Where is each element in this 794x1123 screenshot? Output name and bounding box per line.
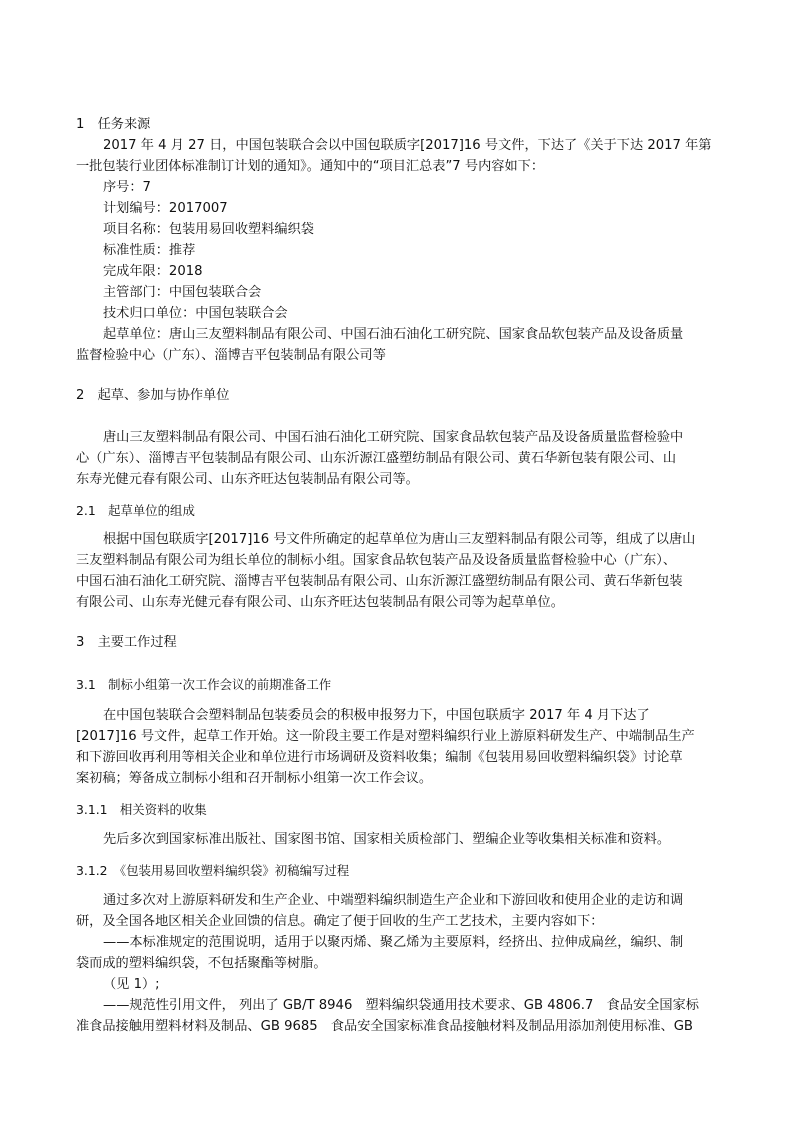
paragraph-line: 在中国包装联合会塑料制品包装委员会的积极申报努力下，中国包联质字 2017 年 4 月下达了 xyxy=(103,708,650,723)
paragraph-line: 根据中国包联质字[2017]16 号文件所确定的起草单位为唐山三友塑料制品有限公司等，组成了以唐山 xyxy=(103,532,696,547)
list-item: 序号：7 xyxy=(103,180,151,195)
section-3-heading: 3 主要工作过程 xyxy=(76,635,177,650)
paragraph-line: （见 1）; xyxy=(103,977,160,992)
paragraph-line: 三友塑料制品有限公司为组长单位的制标小组。国家食品软包装产品及设备质量监督检验中心（广东）、 xyxy=(76,553,677,568)
section-1-heading: 1 任务来源 xyxy=(76,117,151,132)
paragraph-line: ——规范性引用文件， 列出了 GB/T 8946 塑料编织袋通用技术要求、GB 4806.7 食品安全国家标 xyxy=(103,998,699,1013)
section-3-1-2-heading: 3.1.2 《包装用易回收塑料编织袋》初稿编写过程 xyxy=(76,863,350,878)
paragraph-line: 先后多次到国家标准出版社、国家图书馆、国家相关质检部门、塑编企业等收集相关标准和资料。 xyxy=(103,832,671,847)
paragraph-line: [2017]16 号文件，起草工作开始。这一阶段主要工作是对塑料编织行业上游原料研发生产、中端制品生产 xyxy=(76,729,695,744)
section-2-1-heading: 2.1 起草单位的组成 xyxy=(76,503,195,518)
paragraph-line: 通过多次对上游原料研发和生产企业、中端塑料编织制造生产企业和下游回收和使用企业的走访和调 xyxy=(103,893,684,908)
paragraph-line: 研，及全国各地区相关企业回馈的信息。确定了便于回收的生产工艺技术，主要内容如下： xyxy=(76,914,604,929)
section-3-1-heading: 3.1 制标小组第一次工作会议的前期准备工作 xyxy=(76,677,332,692)
list-item: 主管部门：中国包装联合会 xyxy=(103,285,262,300)
paragraph-line: 袋而成的塑料编织袋，不包括聚酯等树脂。 xyxy=(76,956,327,971)
paragraph-line: 2017 年 4 月 27 日，中国包装联合会以中国包联质字[2017]16 号文件，下达了《关于下达 2017 年第 xyxy=(103,138,712,153)
paragraph-line: 案初稿；筹备成立制标小组和召开制标小组第一次工作会议。 xyxy=(76,771,433,786)
paragraph-line: 心（广东）、淄博吉平包装制品有限公司、山东沂源江盛塑纺制品有限公司、黄石华新包装有限公司、山 xyxy=(76,451,677,466)
paragraph-line: 一批包装行业团体标准制订计划的通知》。通知中的“项目汇总表”7 号内容如下： xyxy=(76,159,545,174)
paragraph-line: 监督检验中心（广东）、淄博吉平包装制品有限公司等 xyxy=(76,348,386,363)
paragraph-line: 唐山三友塑料制品有限公司、中国石油石油化工研究院、国家食品软包装产品及设备质量监督检验中 xyxy=(103,430,684,445)
list-item: 完成年限：2018 xyxy=(103,264,203,279)
paragraph-line: 和下游回收再利用等相关企业和单位进行市场调研及资料收集；编制《包装用易回收塑料编织袋》讨论草 xyxy=(76,750,683,765)
paragraph-line: 起草单位：唐山三友塑料制品有限公司、中国石油石油化工研究院、国家食品软包装产品及设备质量 xyxy=(103,327,684,342)
paragraph-line: 有限公司、山东寿光健元春有限公司、山东齐旺达包装制品有限公司等为起草单位。 xyxy=(76,595,564,610)
paragraph-line: 中国石油石油化工研究院、淄博吉平包装制品有限公司、山东沂源江盛塑纺制品有限公司、黄石华新包装 xyxy=(76,574,683,589)
paragraph-line: 准食品接触用塑料材料及制品、GB 9685 食品安全国家标准食品接触材料及制品用添加剂使用标准、GB xyxy=(76,1019,693,1034)
section-3-1-1-heading: 3.1.1 相关资料的收集 xyxy=(76,802,207,817)
section-2-heading: 2 起草、参加与协作单位 xyxy=(76,388,230,403)
list-item: 项目名称：包装用易回收塑料编织袋 xyxy=(103,222,314,237)
list-item: 计划编号：2017007 xyxy=(103,201,228,216)
list-item: 标准性质：推荐 xyxy=(103,243,196,258)
list-item: 技术归口单位：中国包装联合会 xyxy=(103,306,288,321)
paragraph-line: ——本标准规定的范围说明，适用于以聚丙烯、聚乙烯为主要原料，经挤出、拉伸成扁丝，编织、制 xyxy=(103,935,684,950)
paragraph-line: 东寿光健元春有限公司、山东齐旺达包装制品有限公司等。 xyxy=(76,472,419,487)
